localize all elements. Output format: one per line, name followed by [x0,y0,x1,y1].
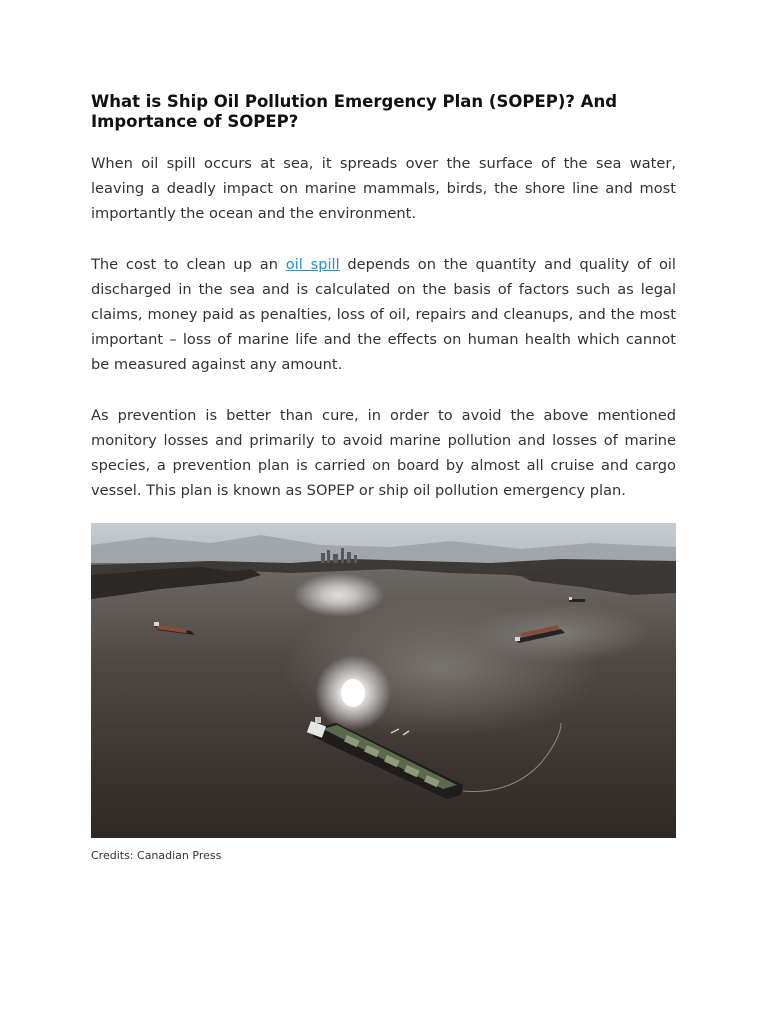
aerial-photo-illustration [91,523,676,838]
paragraph-cleanup-cost-start: The cost to clean up an [91,255,286,273]
document-page [91,92,676,863]
oil-spill-link[interactable]: oil spill [285,255,340,273]
paragraph-cleanup-cost-end: depends on the quantity and quality of oil discharged in the sea and is calculated on the basis of factors such as legal claims, money paid as penalties, loss of oil, repairs and cleanups, and the most important – loss of marine life and the effects on human health which cannot be measured against any amount. [91,255,676,374]
article-title: What is Ship Oil Pollution Emergency Plan (SOPEP)? And Importance of SOPEP? [91,92,618,131]
paragraph-cleanup-cost [91,252,676,378]
image-caption: Credits: Canadian Press [91,849,222,863]
oil-spill-aerial-photo [91,523,676,838]
sun-glare-core [341,679,365,707]
paragraph-prevention-plan: As prevention is better than cure, in order to avoid the above mentioned monitory losses and primarily to avoid marine pollution and losses of marine species, a prevention plan is carried on board by almost all cruise and cargo vessel. This plan is known as SOPEP or ship oil pollution emergency plan. [91,406,676,500]
paragraph-oil-spill-impact: When oil spill occurs at sea, it spreads over the surface of the sea water, leaving a deadly impact on marine mammals, birds, the shore line and most importantly the ocean and the environment. [91,155,676,223]
sun-glare-upper [294,573,384,617]
